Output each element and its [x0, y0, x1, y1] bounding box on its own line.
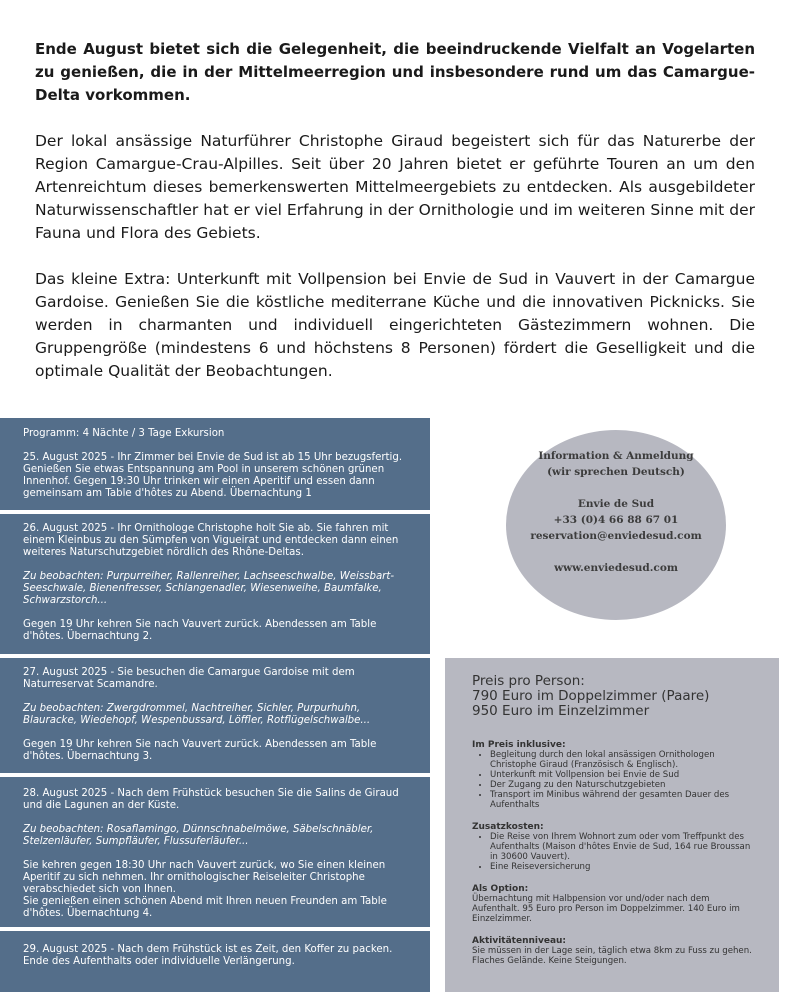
program-block-2	[0, 514, 430, 654]
birds-label: Zu beobachten:	[23, 571, 104, 582]
program-day-4-birds: Zu beobachten: Rosaflamingo, Dünnschnabelmöwe, Säbelschnäbler, Stelzenläufer, Sumpfläufer, Flussuferläufer...	[23, 824, 374, 847]
intro-lead: Ende August bietet sich die Gelegenheit, die beeindruckende Vielfalt an Vogelarten zu genießen, die in der Mittelmeerregion und insbesondere rund um das Camargue-Delta vorkommen.	[35, 40, 755, 104]
program-day-3: 27. August 2025 - Sie besuchen die Camargue Gardoise mit dem Naturreservat Scamandre.	[23, 667, 355, 690]
included-title: Im Preis inklusive:	[472, 740, 566, 750]
program-day-4-end-2: Sie genießen einen schönen Abend mit Ihren neuen Freunden am Table d'hôtes. Übernachtung 4.	[23, 896, 387, 919]
birds-label: Zu beobachten:	[23, 703, 104, 714]
program-block-3	[0, 658, 430, 773]
contact-line-2: (wir sprechen Deutsch)	[547, 466, 685, 478]
list-item: • Unterkunft mit Vollpension bei Envie de Sud	[490, 770, 759, 780]
list-item: • Der Zugang zu den Naturschutzgebieten	[490, 780, 759, 790]
program-block-1	[0, 418, 430, 510]
birds-list: Zwergdrommel, Nachtreiher, Sichler, Purpurhuhn, Blauracke, Wiedehopf, Wespenbussard, Löffler, Rotflügelschwalbe...	[23, 703, 371, 726]
program-day-4-end: Sie kehren gegen 18:30 Uhr nach Vauvert zurück, wo Sie einen kleinen Aperitif zu sich nehmen. Ihr ornithologischer Reiseleiter Christophe verabschiedet sich von Ihnen.	[23, 860, 386, 895]
option-text: Übernachtung mit Halbpension vor und/oder nach dem Aufenthalt. 95 Euro pro Person im Doppelzimmer. 140 Euro im Einzelzimmer.	[472, 894, 740, 924]
extra-costs-list	[472, 832, 759, 872]
contact-email[interactable]: reservation@enviedesud.com	[530, 530, 702, 542]
option-title: Als Option:	[472, 884, 529, 894]
contact-line-1: Information & Anmeldung	[538, 450, 694, 462]
activity-level-title: Aktivitätenniveau:	[472, 936, 567, 946]
program-day-1: 25. August 2025 - Ihr Zimmer bei Envie de Sud ist ab 15 Uhr bezugsfertig. Genießen Sie etwas Entspannung am Pool in unserem schönen grünen Innenhof. Gegen 19:30 Uhr trinken wir einen Aperitif und essen dann gemeinsam am Table d'hôtes zu Abend. Übernachtung 1	[23, 452, 403, 499]
extra-costs-title: Zusatzkosten:	[472, 822, 544, 832]
list-item: • Die Reise von Ihrem Wohnort zum oder vom Treffpunkt des Aufenthalts (Maison d'hôtes Envie de Sud, 164 rue Broussan in 30600 Vauvert).	[490, 832, 759, 862]
program-day-3-end: Gegen 19 Uhr kehren Sie nach Vauvert zurück. Abendessen am Table d'hôtes. Übernachtung 3.	[23, 739, 377, 762]
price-double: 790 Euro im Doppelzimmer (Paare)	[472, 688, 710, 704]
program-block-5	[0, 931, 430, 992]
contact-name: Envie de Sud	[577, 498, 655, 510]
list-item: • Transport im Minibus während der gesamten Dauer des Aufenthalts	[490, 790, 759, 810]
contact-phone: +33 (0)4 66 88 67 01	[553, 514, 679, 526]
price-single: 950 Euro im Einzelzimmer	[472, 703, 650, 719]
price-heading: Preis pro Person:	[472, 673, 585, 689]
birds-list: Purpurreiher, Rallenreiher, Lachseeschwalbe, Weissbart-Seeschwale, Bienenfresser, Schlangenadler, Wiesenweihe, Baumfalke, Schwarzstorch...	[23, 571, 395, 606]
program-day-3-birds	[23, 703, 416, 727]
list-item: • Eine Reiseversicherung	[490, 862, 759, 872]
contact-circle	[506, 430, 726, 620]
price-box	[445, 658, 779, 992]
program-day-2-end: Gegen 19 Uhr kehren Sie nach Vauvert zurück. Abendessen am Table d'hôtes. Übernachtung 2.	[23, 619, 377, 642]
program-title: Programm: 4 Nächte / 3 Tage Exkursion	[23, 428, 225, 439]
activity-level-text: Sie müssen in der Lage sein, täglich etwa 8km zu Fuss zu gehen. Flaches Gelände. Keine Steigungen.	[472, 946, 752, 966]
program-day-2-birds	[23, 571, 416, 607]
program-block-4	[0, 777, 430, 927]
intro	[35, 38, 755, 383]
intro-paragraph-1: Der lokal ansässige Naturführer Christophe Giraud begeistert sich für das Naturerbe der Region Camargue-Crau-Alpilles. Seit über 20 Jahren bietet er geführte Touren an um den Artenreichtum dieses bemerkenswerten Mittelmeergebiets zu entdecken. Als ausgebildeter Naturwissenschaftler hat er viel Erfahrung in der Ornithologie und im weiteren Sinne mit der Fauna und Flora des Gebiets.	[35, 132, 755, 242]
program-day-2: 26. August 2025 - Ihr Ornithologe Christophe holt Sie ab. Sie fahren mit einem Kleinbus zu den Sümpfen von Vigueirat und entdecken dann einen weiteres Naturschutzgebiet nördlich des Rhône-Deltas.	[23, 523, 399, 558]
program-day-4: 28. August 2025 - Nach dem Frühstück besuchen Sie die Salins de Giraud und die Lagunen an der Küste.	[23, 788, 399, 811]
list-item: • Begleitung durch den lokal ansässigen Ornithologen Christophe Giraud (Französisch & Englisch).	[490, 750, 759, 770]
intro-paragraph-2: Das kleine Extra: Unterkunft mit Vollpension bei Envie de Sud in Vauvert in der Camargue Gardoise. Genießen Sie die köstliche mediterrane Küche und die innovativen Picknicks. Sie werden in charmanten und individuell eingerichteten Gästezimmern wohnen. Die Gruppengröße (mindestens 6 und höchstens 8 Personen) fördert die Geselligkeit und die optimale Qualität der Beobachtungen.	[35, 270, 755, 380]
included-list	[472, 750, 759, 810]
contact-website[interactable]: www.enviedesud.com	[554, 562, 678, 574]
program-day-5: 29. August 2025 - Nach dem Frühstück ist es Zeit, den Koffer zu packen. Ende des Aufenthalts oder individuelle Verlängerung.	[23, 944, 393, 967]
